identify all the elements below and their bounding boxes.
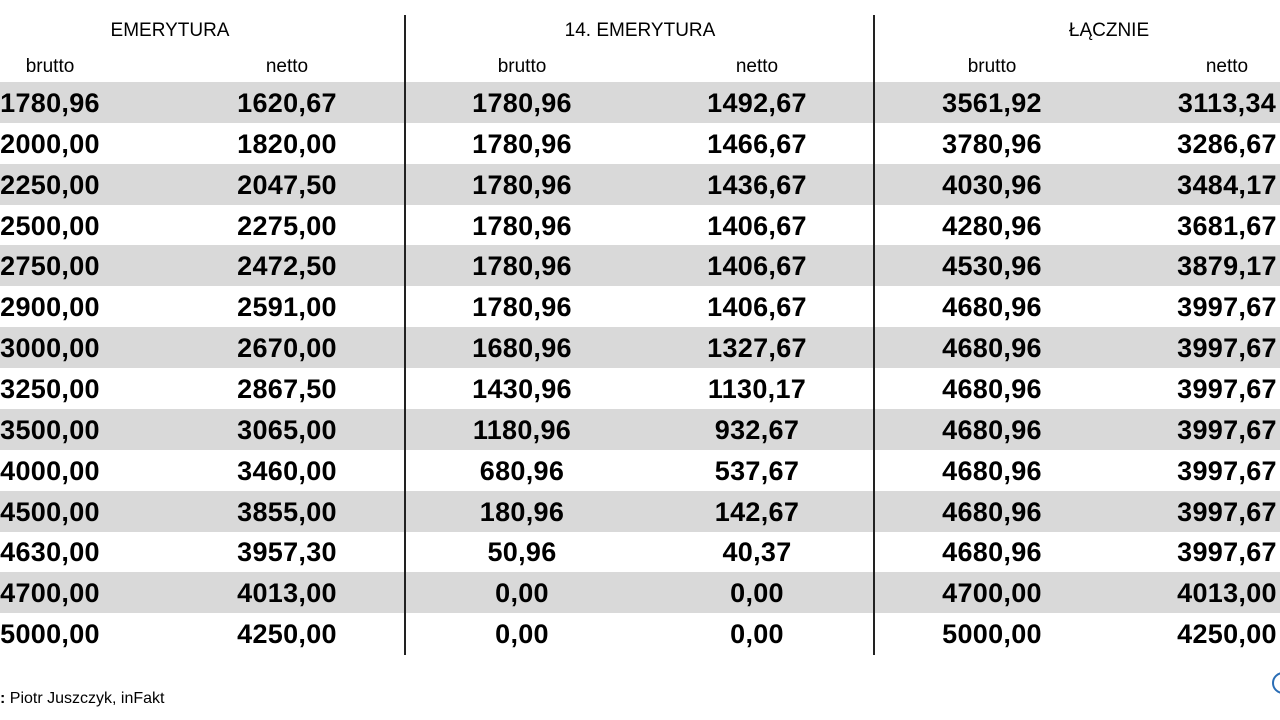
column-divider	[873, 15, 875, 655]
table-cell: 0,00	[730, 578, 784, 609]
table-cell: 4680,96	[942, 537, 1042, 568]
column-header: netto	[265, 56, 309, 77]
table-cell: 4680,96	[942, 333, 1042, 364]
table-row-band	[0, 123, 1280, 164]
table-cell: 4250,00	[237, 619, 337, 650]
table-cell: 40,37	[722, 537, 792, 568]
table-row-band	[0, 409, 1280, 450]
logo-mark-icon	[1272, 672, 1280, 694]
table-cell: 0,00	[495, 619, 549, 650]
table-cell: 5000,00	[942, 619, 1042, 650]
table-cell: 3780,96	[942, 128, 1042, 159]
table-cell: 3997,67	[1177, 455, 1277, 486]
table-cell: 3997,67	[1177, 373, 1277, 404]
table-cell: 4630,00	[0, 537, 100, 568]
table-cell: 1780,96	[472, 251, 572, 282]
table-cell: 1780,96	[472, 292, 572, 323]
column-header: netto	[1205, 56, 1249, 77]
table-cell: 537,67	[714, 455, 800, 486]
table-cell: 3561,92	[942, 88, 1042, 118]
column-header: brutto	[967, 56, 1017, 77]
table-cell: 4013,00	[237, 578, 337, 609]
table-cell: 4500,00	[0, 496, 100, 527]
table-cell: 4680,96	[942, 496, 1042, 527]
table-cell: 1436,67	[707, 169, 807, 200]
table-row-band	[0, 286, 1280, 327]
table-cell: 3997,67	[1177, 333, 1277, 364]
table-cell: 680,96	[479, 455, 565, 486]
table-cell: 3000,00	[0, 333, 100, 364]
table-cell: 4700,00	[942, 578, 1042, 609]
table-cell: 3997,67	[1177, 537, 1277, 568]
table-cell: 1430,96	[472, 373, 572, 404]
table-row-band	[0, 572, 1280, 613]
table-cell: 2000,00	[0, 128, 100, 159]
source-colon: :	[0, 690, 6, 707]
table-row-band	[0, 205, 1280, 246]
table-cell: 3879,17	[1177, 251, 1277, 282]
table-row-band	[0, 82, 1280, 123]
table-cell: 4013,00	[1177, 578, 1277, 609]
table-cell: 2472,50	[237, 251, 337, 282]
table-cell: 3113,34	[1177, 88, 1277, 118]
table-cell: 2900,00	[0, 292, 100, 323]
table-cell: 3997,67	[1177, 414, 1277, 445]
table-cell: 3484,17	[1177, 169, 1277, 200]
table-cell: 50,96	[487, 537, 557, 568]
table-cell: 4680,96	[942, 292, 1042, 323]
table-cell: 142,67	[714, 496, 800, 527]
table-cell: 3500,00	[0, 414, 100, 445]
table-cell: 4280,96	[942, 210, 1042, 241]
column-header: brutto	[25, 56, 75, 77]
group-header: ŁĄCZNIE	[1068, 20, 1150, 41]
table-cell: 1327,67	[707, 333, 807, 364]
table-cell: 1130,17	[707, 373, 807, 404]
table-row-band	[0, 450, 1280, 491]
table-cell: 4530,96	[942, 251, 1042, 282]
table-cell: 3286,67	[1177, 128, 1277, 159]
table-cell: 3855,00	[237, 496, 337, 527]
table-cell: 1780,96	[472, 169, 572, 200]
table-cell: 1406,67	[707, 210, 807, 241]
table-cell: 180,96	[479, 496, 565, 527]
table-cell: 4030,96	[942, 169, 1042, 200]
table-cell: 1780,96	[472, 128, 572, 159]
table-cell: 2670,00	[237, 333, 337, 364]
table-cell: 3460,00	[237, 455, 337, 486]
table-cell: 4250,00	[1177, 619, 1277, 650]
table-cell: 0,00	[730, 619, 784, 650]
table-cell: 1466,67	[707, 128, 807, 159]
table-cell: 4680,96	[942, 414, 1042, 445]
column-divider	[404, 15, 406, 655]
table-cell: 2591,00	[237, 292, 337, 323]
table-cell: 4000,00	[0, 455, 100, 486]
table-cell: 2867,50	[237, 373, 337, 404]
column-header: brutto	[497, 56, 547, 77]
table-cell: 2500,00	[0, 210, 100, 241]
table-cell: 2250,00	[0, 169, 100, 200]
table-row-band	[0, 613, 1280, 654]
group-header: 14. EMERYTURA	[564, 20, 716, 41]
table-row-band	[0, 368, 1280, 409]
table-cell: 1820,00	[237, 128, 337, 159]
table-cell: 3681,67	[1177, 210, 1277, 241]
table-cell: 3997,67	[1177, 292, 1277, 323]
table-cell: 3065,00	[237, 414, 337, 445]
table-row-band	[0, 327, 1280, 368]
table-cell: 3250,00	[0, 373, 100, 404]
table-cell: 932,67	[714, 414, 800, 445]
table-cell: 1780,96	[472, 88, 572, 118]
table-row-band	[0, 245, 1280, 286]
table-cell: 1620,67	[237, 88, 337, 118]
table-cell: 3957,30	[237, 537, 337, 568]
table-cell: 1680,96	[472, 333, 572, 364]
table-row-band	[0, 164, 1280, 205]
table-cell: 1406,67	[707, 251, 807, 282]
table-cell: 1406,67	[707, 292, 807, 323]
source-text: Piotr Juszczyk, inFakt	[5, 690, 165, 707]
table-cell: 4700,00	[0, 578, 100, 609]
table-cell: 4680,96	[942, 455, 1042, 486]
table-cell: 2275,00	[237, 210, 337, 241]
table-cell: 0,00	[495, 578, 549, 609]
table-cell: 1180,96	[472, 414, 572, 445]
table-cell: 4680,96	[942, 373, 1042, 404]
table-row-band	[0, 491, 1280, 532]
table-cell: 1780,96	[472, 210, 572, 241]
table-row-band	[0, 531, 1280, 572]
table-cell: 5000,00	[0, 619, 100, 650]
table-cell: 2750,00	[0, 251, 100, 282]
group-header: EMERYTURA	[110, 20, 230, 41]
table-cell: 1492,67	[707, 88, 807, 118]
source-note	[0, 687, 164, 711]
column-header: netto	[735, 56, 779, 77]
table-cell: 3997,67	[1177, 496, 1277, 527]
table-cell: 1780,96	[0, 88, 100, 118]
table-cell: 2047,50	[237, 169, 337, 200]
